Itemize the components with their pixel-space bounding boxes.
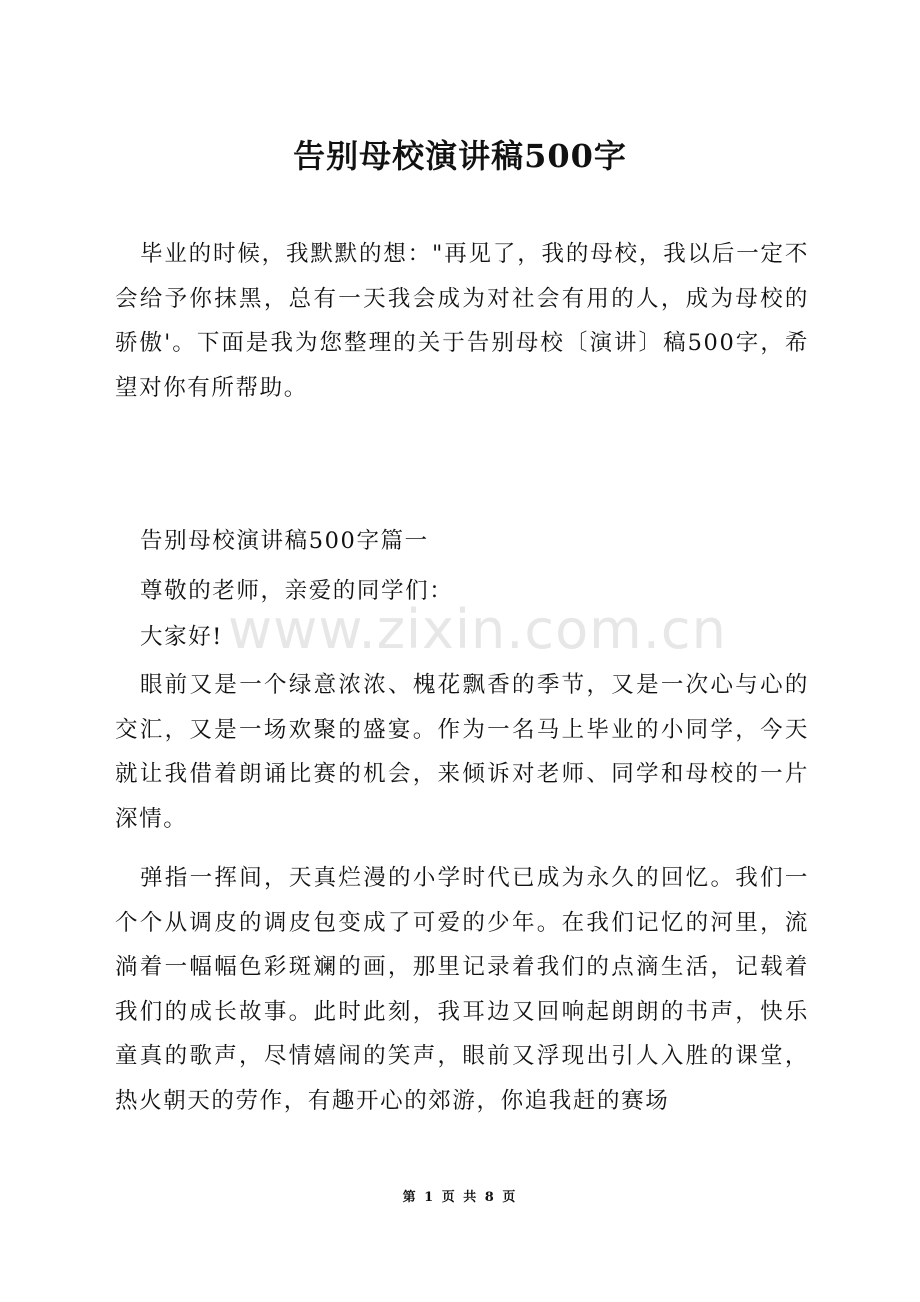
body-paragraph: 眼前又是一个绿意浓浓、槐花飘香的季节，又是一次心与心的交汇，又是一场欢聚的盛宴。作为一名马上毕业的小同学，今天就让我借着朗诵比赛的机会，来倾诉对老师、同学和母校的一片深情。: [115, 672, 809, 832]
document-title: 告别母校演讲稿500字: [293, 137, 627, 175]
section-title: 告别母校演讲稿500字篇一: [140, 528, 429, 554]
watermark-text: www.zixin.com.cn: [228, 598, 727, 661]
body-paragraph: 弹指一挥间，天真烂漫的小学时代已成为永久的回忆。我们一个个从调皮的调皮包变成了可爱的少年。在我们记忆的河里，流淌着一幅幅色彩斑斓的画，那里记录着我们的点滴生活，记载着我们的成长故事。此时此刻，我耳边又回响起朗朗的书声，快乐童真的歌声，尽情嬉闹的笑声，眼前又浮现出引人入胜的课堂，热火朝天的劳作，有趣开心的郊游，你追我赶的赛场: [115, 865, 809, 1114]
greeting-line: 尊敬的老师，亲爱的同学们：: [140, 578, 454, 604]
hello-line: 大家好!: [140, 624, 223, 650]
page-number-footer: 第 1 页 共 8 页: [402, 1190, 518, 1205]
intro-paragraph: 毕业的时候，我默默的想："再见了，我的母校，我以后一定不会给予你抹黑，总有一天我会成为对社会有用的人，成为母校的骄傲'。下面是我为您整理的关于告别母校〔演讲〕稿500字，希望对你有所帮助。: [115, 241, 809, 401]
